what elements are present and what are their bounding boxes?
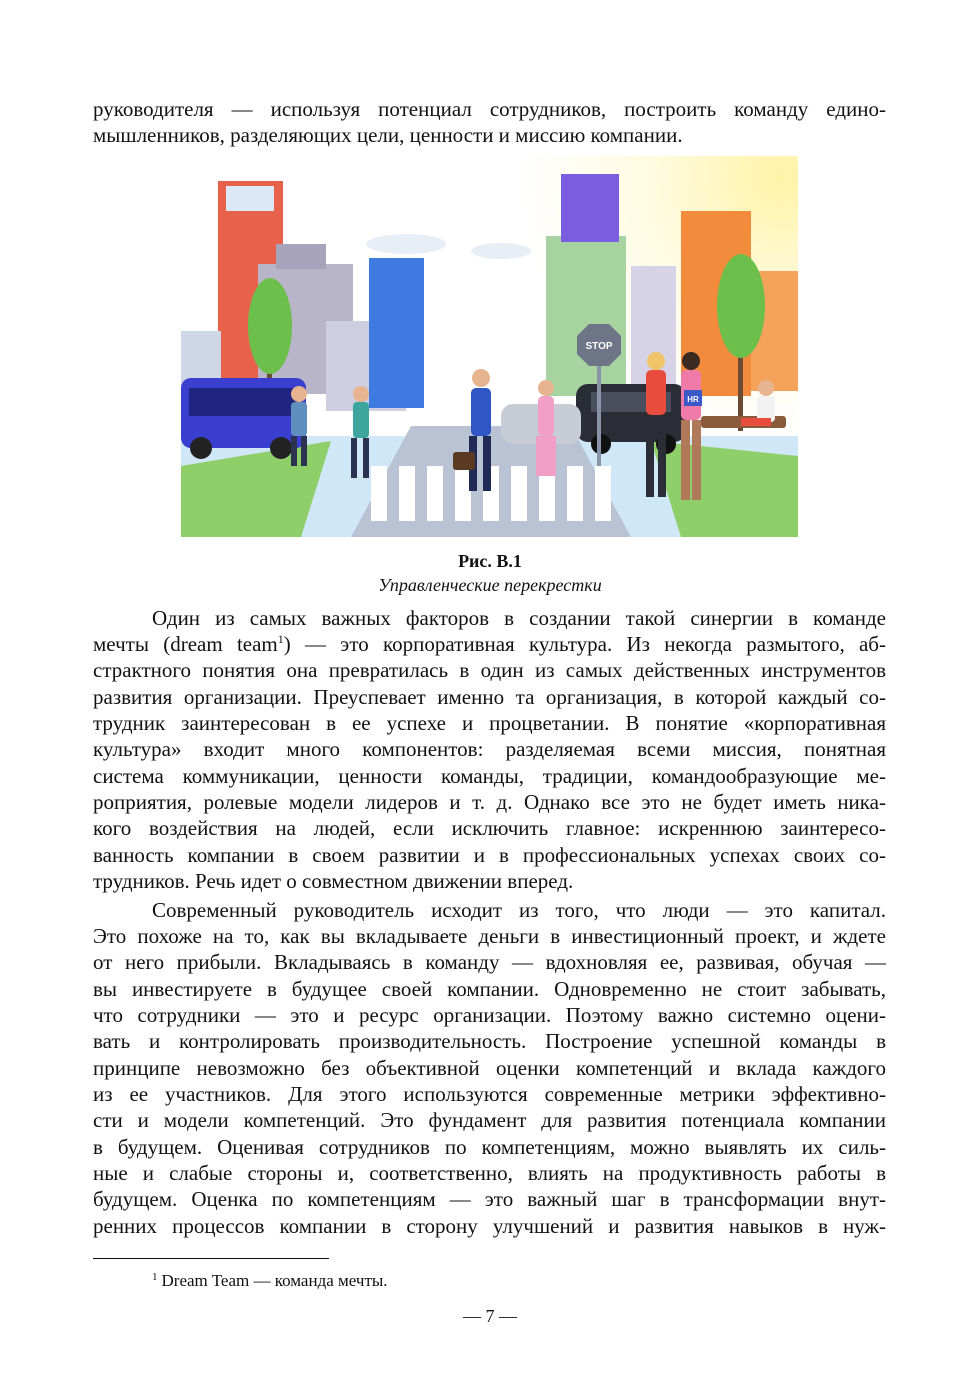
paragraph-line: ренних процессов компании в сторону улучшений и развития навыков в нуж- xyxy=(93,1214,886,1238)
intro-line: мышленников, разделяющих цели, ценности и миссию компании. xyxy=(93,123,683,147)
stop-sign-text: STOP xyxy=(585,341,613,352)
paragraph-line: мечты (dream team$^1$) — это корпоративная культура. Из некогда размытого, аб- xyxy=(93,632,886,656)
paragraph-line: будущем. Оценка по компетенциям — это важный шаг в трансформации внут- xyxy=(93,1187,886,1211)
paragraph-line: сти и модели компетенций. Это фундамент для развития потенциала компании xyxy=(93,1108,886,1132)
paragraph-line: вы инвестируете в будущее своей компании. Одновременно не стоит забывать, xyxy=(93,977,886,1001)
paragraph-line: роприятия, ролевые модели лидеров и т. д. Однако все это не будет иметь ника- xyxy=(93,790,886,814)
paragraph-line: Один из самых важных факторов в создании такой синергии в команде xyxy=(152,606,886,630)
paragraph-line: ванность компании в своем развитии и в профессиональных успехах своих со- xyxy=(93,843,886,867)
paragraph-line: вать и контролировать производительность. Построение успешной команды в xyxy=(93,1029,886,1053)
paragraph-line: в будущем. Оценивая сотрудников по компетенциям, можно выявлять их силь- xyxy=(93,1135,886,1159)
paragraph-line: система коммуникации, ценности команды, традиции, командообразующие ме- xyxy=(93,764,886,788)
paragraph-line: принципе невозможно без объективной оценки компетенций и вклада каждого xyxy=(93,1056,886,1080)
paragraph-line: ные и слабые стороны и, соответственно, влиять на продуктивность работы в xyxy=(93,1161,886,1185)
footnote-text: Dream Team — команда мечты. xyxy=(161,1271,388,1290)
figure-caption-subtitle: Управленческие перекрестки xyxy=(378,575,602,595)
footnote-separator xyxy=(93,1258,329,1259)
paragraph-line: трудников. Речь идет о совместном движении вперед. xyxy=(93,869,574,893)
paragraph-line: Это похоже на то, как вы вкладываете деньги в инвестиционный проект, и ждете xyxy=(93,924,886,948)
city-crossroads-illustration xyxy=(181,156,798,537)
footnote-reference: 1 xyxy=(277,632,284,646)
footnote-marker: 1 xyxy=(152,1271,158,1283)
figure-caption-title: Рис. В.1 xyxy=(458,551,522,571)
paragraph-line: трудник заинтересован в ее успехе и процветании. В понятие «корпоративная xyxy=(93,711,886,735)
paragraph-line: от него прибыли. Вкладываясь в команду — вдохновляя ее, развивая, обучая — xyxy=(93,950,886,974)
paragraph-line: кого воздействия на людей, если исключить главное: искреннюю заинтересо- xyxy=(93,816,886,840)
intro-line: руководителя — используя потенциал сотрудников, построить команду едино- xyxy=(93,97,886,121)
page-number: — 7 — xyxy=(463,1306,517,1326)
paragraph-line: развития организации. Преуспевает именно та организация, в которой каждый со- xyxy=(93,685,886,709)
paragraph-line: Современный руководитель исходит из того, что люди — это капитал. xyxy=(152,898,886,922)
paragraph-line: что сотрудники — это и ресурс организации. Поэтому важно системно оцени- xyxy=(93,1003,886,1027)
paragraph-line: страктного понятия она превратилась в один из самых действенных инструментов xyxy=(93,658,886,682)
paragraph-line: культура» входит много компонентов: разделяемая всеми миссия, понятная xyxy=(93,737,886,761)
paragraph-line: из ее участников. Для этого используются современные метрики эффективно- xyxy=(93,1082,886,1106)
footnote xyxy=(152,1271,388,1291)
hr-badge-text: HR xyxy=(687,395,699,404)
